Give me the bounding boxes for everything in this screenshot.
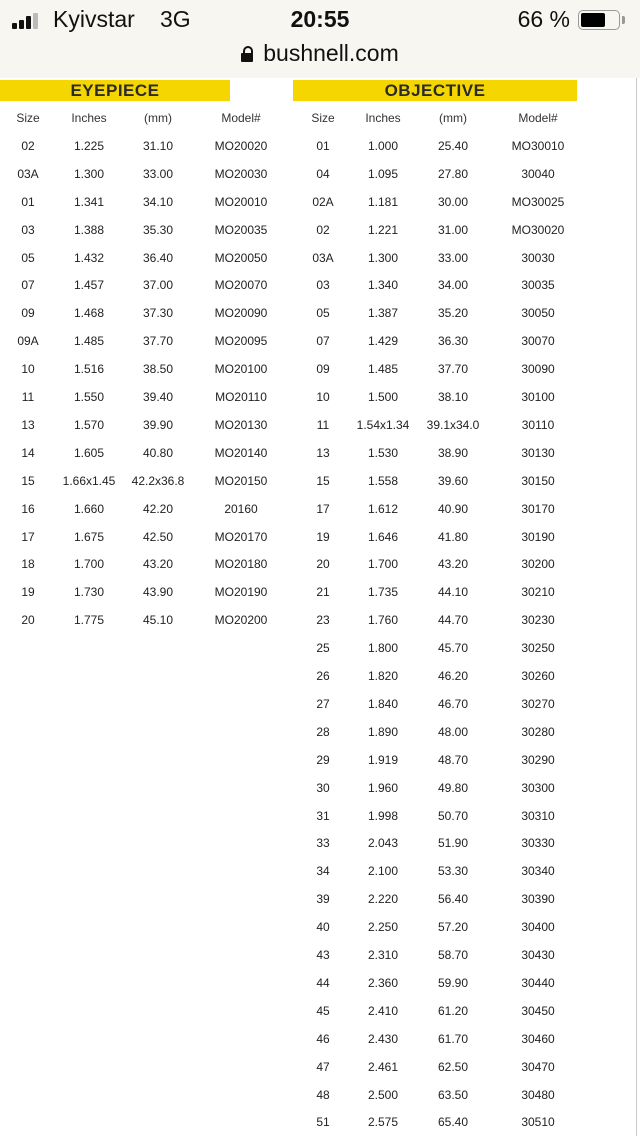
battery-percent: 66 %: [517, 6, 570, 32]
cell-model: 30390: [521, 892, 555, 907]
cell-model: 30480: [521, 1087, 555, 1102]
cell-size: 03A: [17, 166, 39, 181]
cell-size: 34: [316, 864, 330, 879]
cell-size: 47: [316, 1059, 330, 1074]
clock: 20:55: [290, 6, 350, 32]
cell-inches: 1.095: [367, 166, 399, 181]
cell-size: 09: [316, 362, 330, 377]
cell-mm: 44.10: [437, 585, 469, 600]
cell-model: 30050: [521, 306, 555, 321]
cell-model: 20160: [224, 501, 258, 516]
cell-size: 09A: [17, 334, 39, 349]
cell-inches: 1.341: [73, 194, 105, 209]
cell-size: 16: [21, 501, 35, 516]
cell-mm: 34.10: [142, 194, 174, 209]
eyepiece-title: EYEPIECE: [0, 80, 230, 101]
cell-inches: 1.54x1.34: [356, 417, 410, 432]
cell-model: 30100: [521, 390, 555, 404]
cell-inches: 1.485: [73, 334, 105, 349]
cell-inches: 1.300: [73, 166, 105, 181]
cell-model: MO20200: [214, 613, 268, 628]
cell-mm: 65.40: [437, 1115, 469, 1130]
cell-size: 02: [316, 222, 330, 237]
cell-mm: 59.90: [437, 975, 469, 990]
cell-mm: 30.00: [437, 194, 469, 209]
column-header-model: Model#: [221, 111, 261, 125]
cell-model: MO20070: [214, 278, 268, 293]
cell-inches: 1.550: [73, 390, 105, 404]
cell-inches: 1.181: [367, 194, 399, 209]
cell-mm: 37.00: [142, 278, 174, 293]
cell-model: 30040: [521, 166, 555, 181]
cell-inches: 2.360: [367, 975, 399, 990]
cell-inches: 2.500: [367, 1087, 399, 1102]
lock-icon: [241, 46, 253, 62]
cell-size: 33: [316, 836, 330, 851]
cell-model: MO20020: [214, 138, 268, 153]
cell-mm: 37.70: [437, 362, 469, 377]
cell-size: 11: [21, 390, 35, 404]
cell-inches: 1.516: [73, 362, 105, 377]
cell-size: 17: [21, 529, 35, 544]
cell-mm: 38.90: [437, 445, 469, 460]
cell-mm: 31.10: [142, 138, 174, 153]
cell-inches: 1.530: [367, 445, 399, 460]
cell-mm: 50.70: [437, 808, 469, 823]
cell-size: 03: [316, 278, 330, 293]
cell-mm: 40.90: [437, 501, 469, 516]
cell-model: MO30020: [511, 222, 565, 237]
cell-inches: 1.000: [367, 138, 399, 153]
cell-size: 20: [316, 557, 330, 572]
cell-mm: 41.80: [437, 529, 469, 544]
cell-inches: 1.775: [73, 613, 105, 628]
cell-model: 30200: [521, 557, 555, 572]
cell-size: 45: [316, 1003, 330, 1018]
cell-size: 27: [316, 696, 330, 711]
cell-inches: 1.890: [367, 724, 399, 739]
cell-size: 19: [316, 529, 330, 544]
cell-inches: 2.461: [367, 1059, 399, 1074]
objective-title: OBJECTIVE: [293, 80, 577, 101]
cell-model: 30130: [521, 445, 555, 460]
cell-inches: 1.675: [73, 529, 105, 544]
cell-mm: 39.90: [142, 417, 174, 432]
cell-mm: 58.70: [437, 948, 469, 962]
cell-model: 30270: [521, 696, 555, 711]
cell-mm: 44.70: [437, 613, 469, 628]
cell-inches: 1.960: [367, 780, 399, 795]
cell-mm: 56.40: [437, 892, 469, 907]
cell-mm: 39.1x34.0: [426, 417, 480, 432]
cell-mm: 27.80: [437, 166, 469, 181]
cell-inches: 1.800: [367, 641, 399, 656]
cell-size: 51: [316, 1115, 330, 1130]
status-bar: [0, 0, 640, 78]
cell-size: 20: [21, 613, 35, 628]
cell-inches: 1.429: [367, 334, 399, 349]
cell-size: 03: [21, 222, 35, 237]
column-header-inches: Inches: [365, 111, 401, 125]
cell-inches: 2.310: [367, 948, 399, 962]
cell-inches: 1.660: [73, 501, 105, 516]
cell-mm: 25.40: [437, 138, 469, 153]
cell-model: 30430: [521, 948, 555, 962]
cell-size: 18: [21, 557, 35, 572]
cell-mm: 31.00: [437, 222, 469, 237]
cell-inches: 1.340: [367, 278, 399, 293]
cell-mm: 37.70: [142, 334, 174, 349]
cell-size: 15: [21, 473, 35, 488]
url-text: bushnell.com: [263, 40, 399, 66]
cell-model: MO20170: [214, 529, 268, 544]
cell-model: 30280: [521, 724, 555, 739]
cell-inches: 2.410: [367, 1003, 399, 1018]
cell-mm: 43.20: [142, 557, 174, 572]
cell-model: 30210: [521, 585, 555, 600]
cell-size: 07: [21, 278, 35, 293]
cell-size: 15: [316, 473, 330, 488]
cell-inches: 1.820: [367, 669, 399, 683]
cell-inches: 1.388: [73, 222, 105, 237]
cell-mm: 33.00: [142, 166, 174, 181]
cell-inches: 1.919: [367, 752, 399, 767]
cell-size: 09: [21, 306, 35, 321]
cell-mm: 42.2x36.8: [131, 473, 185, 488]
cell-size: 21: [316, 585, 330, 600]
cell-mm: 43.20: [437, 557, 469, 572]
cell-mm: 46.70: [437, 696, 469, 711]
cell-model: 30070: [521, 334, 555, 349]
cell-size: 11: [316, 417, 330, 432]
cell-size: 30: [316, 780, 330, 795]
cell-model: 30310: [521, 808, 555, 823]
column-header-size: Size: [311, 111, 335, 125]
cell-size: 13: [21, 417, 35, 432]
battery-icon: [578, 10, 620, 30]
cell-mm: 39.40: [142, 390, 174, 404]
cell-model: 30230: [521, 613, 555, 628]
cell-model: MO20180: [214, 557, 268, 572]
cell-mm: 35.20: [437, 306, 469, 321]
cell-inches: 1.840: [367, 696, 399, 711]
cell-mm: 36.40: [142, 250, 174, 265]
cell-size: 23: [316, 613, 330, 628]
cell-mm: 48.70: [437, 752, 469, 767]
address-bar[interactable]: [0, 40, 640, 67]
cell-mm: 57.20: [437, 920, 469, 935]
cell-inches: 1.760: [367, 613, 399, 628]
cell-model: MO30025: [511, 194, 565, 209]
cell-size: 44: [316, 975, 330, 990]
battery-tip: [622, 16, 625, 24]
cell-mm: 36.30: [437, 334, 469, 349]
cell-mm: 61.70: [437, 1031, 469, 1046]
cell-model: 30510: [521, 1115, 555, 1130]
cell-mm: 45.10: [142, 613, 174, 628]
cell-size: 46: [316, 1031, 330, 1046]
cell-model: MO20150: [214, 473, 268, 488]
cell-inches: 2.100: [367, 864, 399, 879]
column-header-mm: (mm): [439, 111, 467, 125]
cell-model: 30470: [521, 1059, 555, 1074]
cell-inches: 1.605: [73, 445, 105, 460]
cell-size: 19: [21, 585, 35, 600]
column-header-mm: (mm): [144, 111, 172, 125]
cell-mm: 51.90: [437, 836, 469, 851]
cell-size: 17: [316, 501, 330, 516]
cell-size: 03A: [312, 250, 334, 265]
cell-size: 31: [316, 808, 330, 823]
page-edge: [636, 78, 637, 1136]
cell-model: 30400: [521, 920, 555, 935]
cell-model: MO20190: [214, 585, 268, 600]
cell-inches: 1.558: [367, 473, 399, 488]
cell-size: 10: [316, 390, 330, 404]
cell-mm: 43.90: [142, 585, 174, 600]
cell-model: 30150: [521, 473, 555, 488]
cell-size: 07: [316, 334, 330, 349]
cell-inches: 1.735: [367, 585, 399, 600]
cell-inches: 1.500: [367, 390, 399, 404]
carrier-name: Kyivstar: [53, 6, 135, 32]
cell-size: 01: [316, 138, 330, 153]
cell-model: 30030: [521, 250, 555, 265]
cell-mm: 40.80: [142, 445, 174, 460]
cell-model: 30300: [521, 780, 555, 795]
cell-model: 30035: [521, 278, 555, 293]
cell-size: 10: [21, 362, 35, 377]
cell-model: MO20140: [214, 445, 268, 460]
cell-model: 30450: [521, 1003, 555, 1018]
cell-inches: 1.457: [73, 278, 105, 293]
cell-size: 05: [316, 306, 330, 321]
cell-mm: 61.20: [437, 1003, 469, 1018]
cell-size: 40: [316, 920, 330, 935]
cell-model: 30190: [521, 529, 555, 544]
cell-inches: 1.998: [367, 808, 399, 823]
cell-size: 29: [316, 752, 330, 767]
cell-inches: 1.570: [73, 417, 105, 432]
cell-mm: 35.30: [142, 222, 174, 237]
cell-model: MO20090: [214, 306, 268, 321]
cell-size: 28: [316, 724, 330, 739]
cell-inches: 1.700: [367, 557, 399, 572]
cell-mm: 38.50: [142, 362, 174, 377]
cell-model: 30250: [521, 641, 555, 656]
cell-mm: 53.30: [437, 864, 469, 879]
cell-size: 48: [316, 1087, 330, 1102]
cell-mm: 49.80: [437, 780, 469, 795]
cell-model: 30460: [521, 1031, 555, 1046]
cell-inches: 2.250: [367, 920, 399, 935]
cell-model: 30170: [521, 501, 555, 516]
cell-model: MO30010: [511, 138, 565, 153]
cell-mm: 63.50: [437, 1087, 469, 1102]
cell-model: MO20010: [214, 194, 268, 209]
cell-model: 30330: [521, 836, 555, 851]
cell-model: MO20035: [214, 222, 268, 237]
cell-inches: 1.700: [73, 557, 105, 572]
cell-mm: 45.70: [437, 641, 469, 656]
cell-inches: 2.575: [367, 1115, 399, 1130]
cell-model: 30110: [521, 417, 555, 432]
cell-model: MO20050: [214, 250, 268, 265]
cell-model: MO20100: [214, 362, 268, 377]
cell-model: MO20095: [214, 334, 268, 349]
cell-inches: 2.430: [367, 1031, 399, 1046]
cell-inches: 2.220: [367, 892, 399, 907]
cell-inches: 1.387: [367, 306, 399, 321]
cell-inches: 1.612: [367, 501, 399, 516]
network-type: 3G: [160, 6, 191, 32]
cell-size: 26: [316, 669, 330, 683]
cell-size: 02A: [312, 194, 334, 209]
cell-size: 25: [316, 641, 330, 656]
cell-size: 43: [316, 948, 330, 962]
column-header-inches: Inches: [71, 111, 107, 125]
cell-mm: 48.00: [437, 724, 469, 739]
cell-size: 13: [316, 445, 330, 460]
cell-inches: 1.66x1.45: [62, 473, 116, 488]
cell-model: MO20030: [214, 166, 268, 181]
cell-model: 30260: [521, 669, 555, 683]
cell-inches: 1.485: [367, 362, 399, 377]
cell-mm: 42.50: [142, 529, 174, 544]
cell-mm: 33.00: [437, 250, 469, 265]
cell-inches: 1.225: [73, 138, 105, 153]
cell-size: 01: [21, 194, 35, 209]
cell-inches: 1.468: [73, 306, 105, 321]
cell-model: 30090: [521, 362, 555, 377]
cell-model: 30440: [521, 975, 555, 990]
cell-mm: 37.30: [142, 306, 174, 321]
cell-inches: 1.300: [367, 250, 399, 265]
cell-model: 30290: [521, 752, 555, 767]
cell-size: 05: [21, 250, 35, 265]
cell-inches: 1.221: [367, 222, 399, 237]
cell-mm: 42.20: [142, 501, 174, 516]
cell-inches: 2.043: [367, 836, 399, 851]
cell-size: 02: [21, 138, 35, 153]
column-header-size: Size: [16, 111, 40, 125]
cell-model: 30340: [521, 864, 555, 879]
cell-size: 39: [316, 892, 330, 907]
cell-mm: 38.10: [437, 390, 469, 404]
cell-inches: 1.432: [73, 250, 105, 265]
cell-mm: 46.20: [437, 669, 469, 683]
cell-size: 04: [316, 166, 330, 181]
cell-inches: 1.646: [367, 529, 399, 544]
cell-size: 14: [21, 445, 35, 460]
cell-mm: 62.50: [437, 1059, 469, 1074]
cell-mm: 34.00: [437, 278, 469, 293]
cell-inches: 1.730: [73, 585, 105, 600]
cell-mm: 39.60: [437, 473, 469, 488]
cell-model: MO20110: [215, 390, 267, 404]
cell-model: MO20130: [214, 417, 268, 432]
column-header-model: Model#: [518, 111, 558, 125]
